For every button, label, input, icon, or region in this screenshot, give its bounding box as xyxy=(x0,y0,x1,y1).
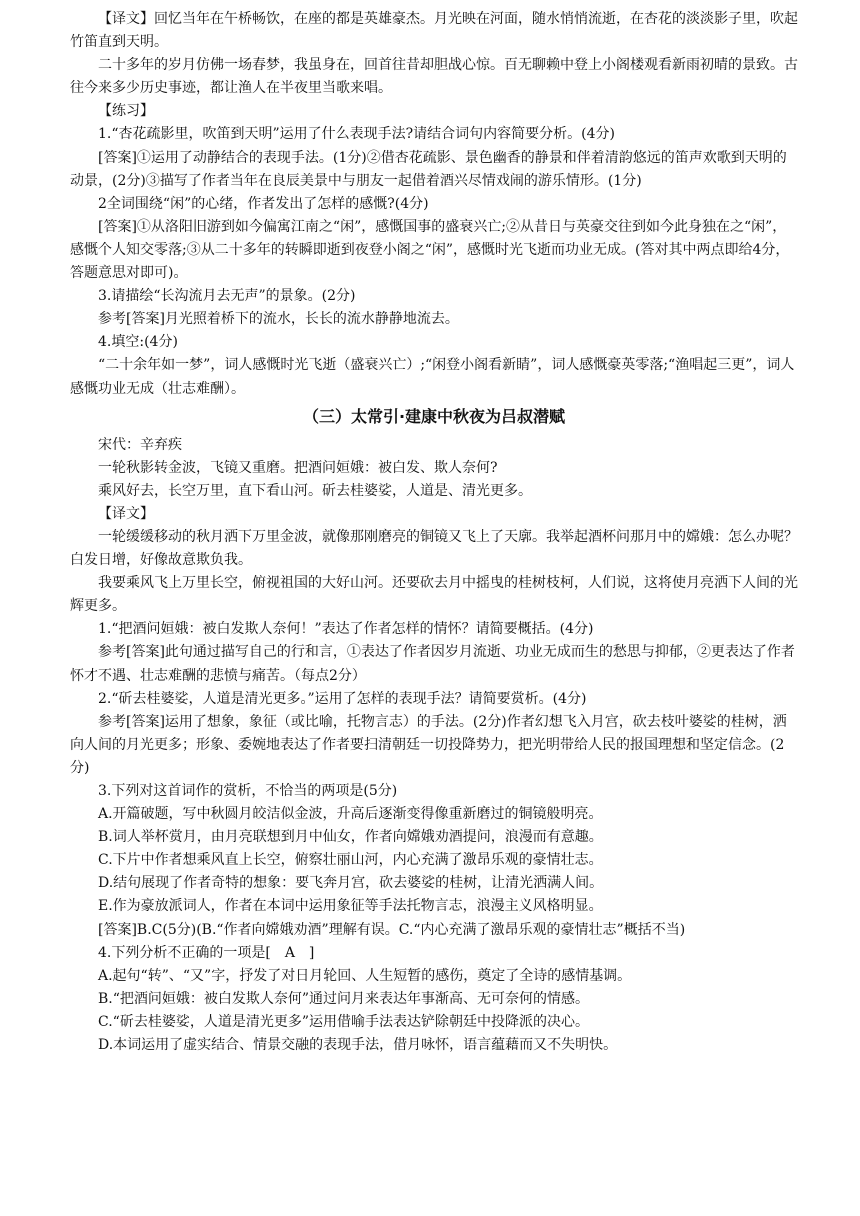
part2-translation-p1: 一轮缓缓移动的秋月洒下万里金波，就像那刚磨亮的铜镜又飞上了天廓。我举起酒杯问那月中的嫦娥：怎么办呢？白发日增，好像故意欺负我。 xyxy=(70,528,798,569)
part2-q3-option-a: A.开篇破题，写中秋圆月皎洁似金波，升高后逐渐变得像重新磨过的铜镜般明亮。 xyxy=(98,806,603,823)
part2-question-4: 4.下列分析不正确的一项是[ A ] xyxy=(98,944,315,961)
part1-answer-4: “二十余年如一梦”，词人感慨时光飞逝（盛衰兴亡）;“闲登小阁看新睛”，词人感慨豪英零落;“渔唱起三更”，词人感慨功业无成（壮志难酬）。 xyxy=(70,357,795,397)
part2-q3-option-d: D.结句展现了作者奇特的想象：要飞奔月宫，砍去婆娑的桂树，让清光洒满人间。 xyxy=(98,875,604,892)
part2-question-3: 3.下列对这首词作的赏析，不恰当的两项是(5分) xyxy=(98,783,398,799)
part2-translation-heading: 【译文】 xyxy=(98,505,154,522)
part2-q4-option-a: A.起句“转”、“又”字，抒发了对日月轮回、人生短暂的感伤，奠定了全诗的感情基调。 xyxy=(98,967,632,984)
part1-translation-heading: 【译文】 xyxy=(98,11,154,27)
poem-author: 宋代：辛弃疾 xyxy=(98,436,182,453)
part2-answer-2: 参考[答案]运用了想象，象征（或比喻，托物言志）的手法。(2分)作者幻想飞入月宫，砍去枝叶婆娑的桂树，洒向人间的月光更多；形象、委婉地表达了作者要扫清朝廷一切投降势力，把光明带给人民的报国理想和坚定信念。(2分) xyxy=(70,713,787,776)
part1-translation-p1 xyxy=(70,8,798,54)
part1-translation-text: 回忆当年在午桥畅饮，在座的都是英雄豪杰。月光映在河面，随水悄悄流逝，在杏花的淡淡影子里，吹起竹笛直到天明。 xyxy=(70,11,798,51)
part2-translation-p2: 我要乘风飞上万里长空，俯视祖国的大好山河。还要砍去月中摇曳的桂树枝柯，人们说，这将使月亮洒下人间的光辉更多。 xyxy=(70,575,798,615)
part2-question-2: 2.“斫去桂婆娑，人道是清光更多。”运用了怎样的表现手法？请简要赏析。(4分) xyxy=(98,690,587,707)
section-title: （三）太常引·建康中秋夜为吕叔潜赋 xyxy=(302,406,566,426)
document-page xyxy=(70,8,798,1057)
part1-question-4: 4.填空:(4分) xyxy=(98,334,178,351)
poem-line-1: 一轮秋影转金波，飞镜又重磨。把酒问姮娥：被白发、欺人奈何? xyxy=(98,459,498,476)
part1-exercise-heading: 【练习】 xyxy=(98,103,154,120)
part1-question-1: 1.“杏花疏影里，吹笛到天明”运用了什么表现手法?请结合词句内容简要分析。(4分) xyxy=(98,126,616,143)
part2-q4-option-c: C.“斫去桂婆娑，人道是清光更多”运用借喻手法表达铲除朝廷中投降派的决心。 xyxy=(98,1013,589,1030)
part1-question-3: 3.请描绘“长沟流月去无声”的景象。(2分) xyxy=(98,288,356,305)
part1-question-2: 2全词围绕“闲”的心绪，作者发出了怎样的感慨?(4分) xyxy=(98,195,429,212)
part2-answer-3: [答案]B.C(5分)(B.“作者向嫦娥劝酒”理解有误。C.“内心充满了激昂乐观的豪情壮志”概括不当) xyxy=(98,921,686,938)
part2-question-1: 1.“把酒问姮娥：被白发欺人奈何！”表达了作者怎样的情怀？请简要概括。(4分) xyxy=(98,621,594,638)
part2-answer-1: 参考[答案]此句通过描写自己的行和言，①表达了作者因岁月流逝、功业无成而生的愁思与抑郁，②更表达了作者怀才不遇、壮志难酬的悲愤与痛苦。（每点2分） xyxy=(70,644,795,684)
part2-q3-option-e: E.作为豪放派词人，作者在本词中运用象征等手法托物言志，浪漫主义风格明显。 xyxy=(98,898,603,915)
part1-answer-3: 参考[答案]月光照着桥下的流水，长长的流水静静地流去。 xyxy=(98,311,459,328)
part2-q3-option-b: B.词人举杯赏月，由月亮联想到月中仙女，作者向嫦娥劝酒提问，浪漫而有意趣。 xyxy=(98,829,603,846)
poem-line-2: 乘风好去，长空万里，直下看山河。斫去桂婆娑，人道是、清光更多。 xyxy=(98,482,532,499)
part2-q3-option-c: C.下片中作者想乘风直上长空，俯察壮丽山河，内心充满了激昂乐观的豪情壮志。 xyxy=(98,852,603,869)
part1-translation-p2: 二十多年的岁月仿佛一场春梦，我虽身在，回首往昔却胆战心惊。百无聊赖中登上小阁楼观看新雨初晴的景致。古往今来多少历史事迹，都让渔人在半夜里当歌来唱。 xyxy=(70,57,798,97)
part2-q4-option-b: B.“把酒问姮娥：被白发欺人奈何”通过问月来表达年事渐高、无可奈何的情感。 xyxy=(98,990,590,1007)
part2-q4-option-d: D.本词运用了虚实结合、情景交融的表现手法，借月咏怀，语言蕴藉而又不失明快。 xyxy=(98,1037,618,1054)
part1-answer-2: [答案]①从洛阳旧游到如今偏寓江南之“闲”，感慨国事的盛衰兴亡;②从昔日与英豪交往到如今此身独在之“闲”，感慨个人知交零落;③从二十多年的转瞬即逝到夜登小阁之“闲”，感慨时光飞逝而功业无成。(答对其中两点即给4分，答题意思对即可)。 xyxy=(70,218,790,282)
part1-answer-1: [答案]①运用了动静结合的表现手法。(1分)②借杏花疏影、景色幽香的静景和伴着清韵悠远的笛声欢歌到天明的动景，(2分)③描写了作者当年在良辰美景中与朋友一起借着酒兴尽情戏闹的游乐情形。(1分) xyxy=(70,149,787,189)
